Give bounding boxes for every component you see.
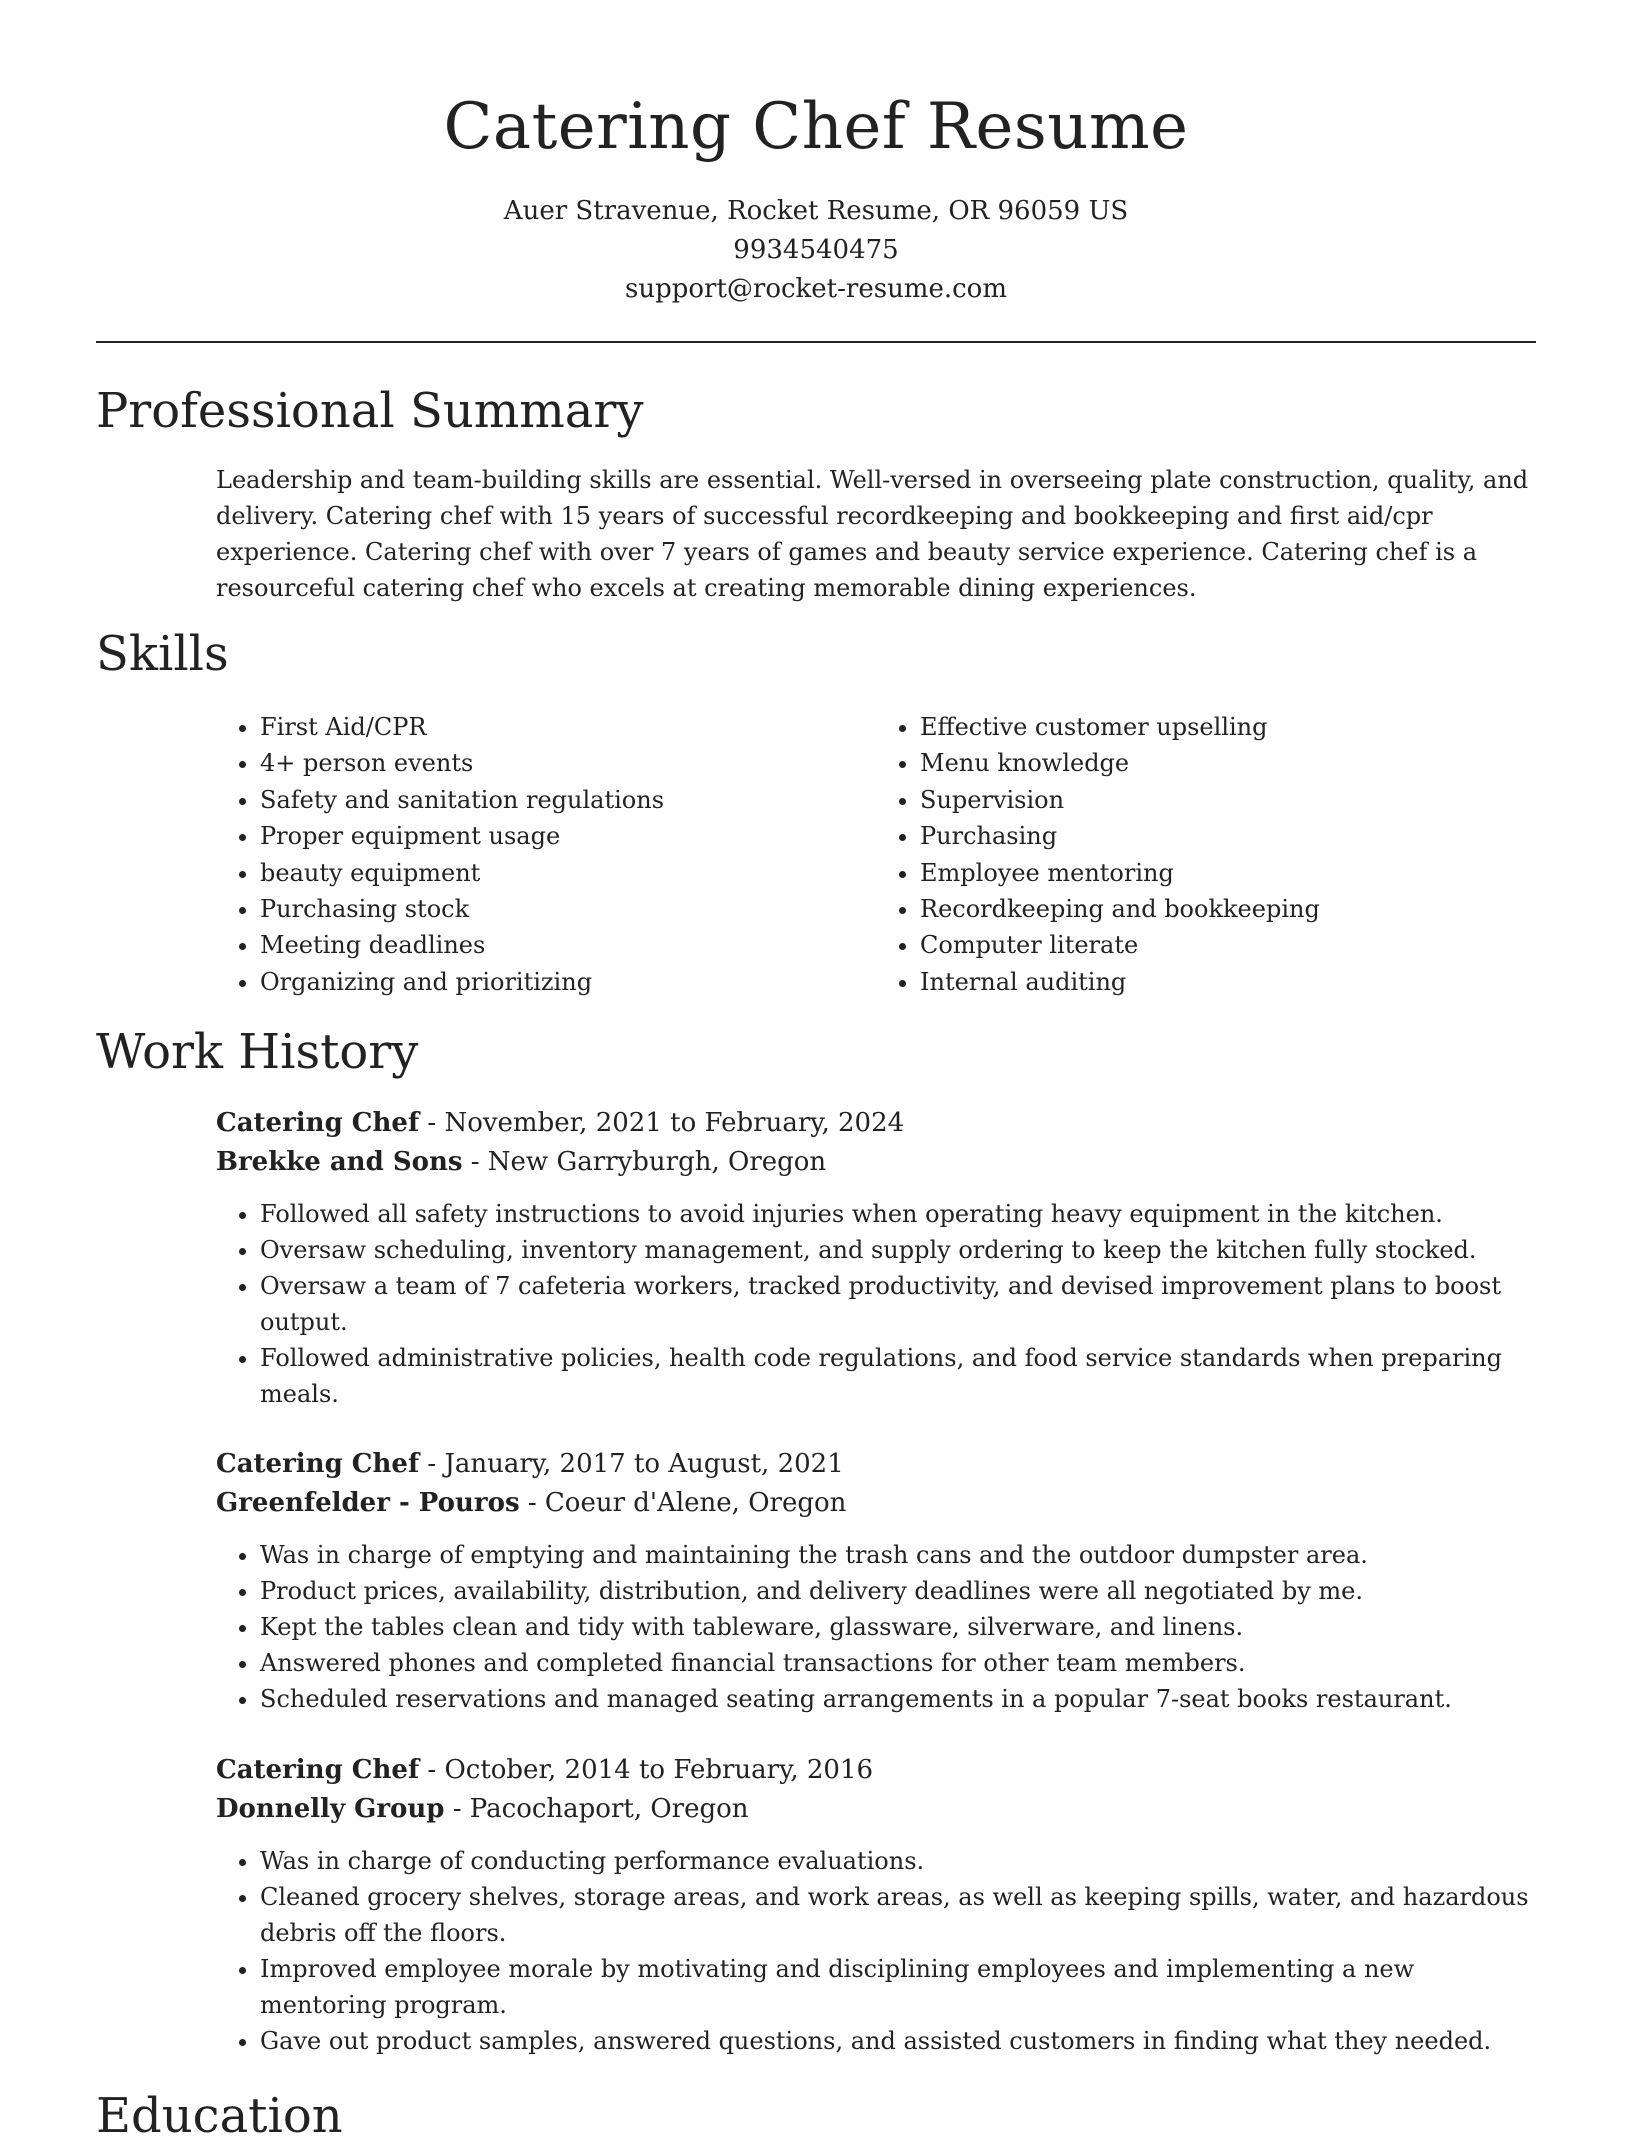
skill-item: • Effective customer upselling [920,709,1536,745]
job-duties [216,1537,1536,1717]
job-dates: - October, 2014 to February, 2016 [419,1755,874,1785]
skills-list-left [216,709,876,1000]
job-duty: • Oversaw scheduling, inventory management, and supply ordering to keep the kitchen fully stocked. [260,1232,1536,1268]
job-duty: • Gave out product samples, answered questions, and assisted customers in finding what they needed. [260,2023,1536,2059]
job-duty: • Answered phones and completed financial transactions for other team members. [260,1645,1536,1681]
job-entry [216,1445,1536,1717]
skill-item: • Purchasing stock [260,891,876,927]
job-duty: • Cleaned grocery shelves, storage areas, and work areas, as well as keeping spills, water, and hazardous debris off the floors. [260,1879,1536,1951]
job-duties [216,1843,1536,2059]
skills-list-right [876,709,1536,1000]
job-company: Brekke and Sons [216,1147,463,1177]
contact-block [0,192,1632,309]
job-location: - Pacochaport, Oregon [444,1794,749,1824]
job-duty: • Oversaw a team of 7 cafeteria workers, tracked productivity, and devised improvement plans to boost output. [260,1268,1536,1340]
education-heading: Education [96,2088,343,2144]
skills-heading: Skills [96,626,229,682]
job-duty: • Followed all safety instructions to avoid injuries when operating heavy equipment in the kitchen. [260,1196,1536,1232]
job-duties [216,1196,1536,1412]
skills-columns [216,709,1536,1000]
skill-item: • Computer literate [920,927,1536,963]
summary-heading: Professional Summary [96,383,644,439]
job-entry [216,1104,1536,1412]
skill-item: • Proper equipment usage [260,818,876,854]
skill-item: • Purchasing [920,818,1536,854]
job-company: Greenfelder - Pouros [216,1488,520,1518]
job-title-line [216,1751,1536,1790]
resume-title: Catering Chef Resume [443,90,1189,164]
skill-item: • Organizing and prioritizing [260,964,876,1000]
job-company-line [216,1143,1536,1182]
job-dates: - January, 2017 to August, 2021 [419,1449,844,1479]
job-title: Catering Chef [216,1755,420,1785]
skill-item: • Employee mentoring [920,855,1536,891]
job-dates: - November, 2021 to February, 2024 [419,1108,905,1138]
header-divider [96,341,1536,343]
job-title: Catering Chef [216,1449,420,1479]
skill-item: • Supervision [920,782,1536,818]
skill-item: • Internal auditing [920,964,1536,1000]
work-history-heading: Work History [96,1024,419,1080]
job-duty: • Was in charge of conducting performance evaluations. [260,1843,1536,1879]
job-entry [216,1751,1536,2059]
job-title-line [216,1104,1536,1143]
job-duty: • Followed administrative policies, health code regulations, and food service standards when preparing meals. [260,1340,1536,1412]
job-duty: • Kept the tables clean and tidy with tableware, glassware, silverware, and linens. [260,1609,1536,1645]
summary-text: Leadership and team-building skills are essential. Well-versed in overseeing plate construction, quality, and delivery. Catering chef with 15 years of successful recordkeeping and bookkeeping and first aid/cpr experience. Catering chef with over 7 years of games and beauty service experience. Catering chef is a resourceful catering chef who excels at creating memorable dining experiences. [216,466,1529,602]
skill-item: • beauty equipment [260,855,876,891]
job-location: - New Garryburgh, Oregon [462,1147,827,1177]
job-location: - Coeur d'Alene, Oregon [519,1488,847,1518]
contact-phone: 9934540475 [733,235,899,265]
job-company-line [216,1484,1536,1523]
job-duty: • Scheduled reservations and managed seating arrangements in a popular 7-seat books restaurant. [260,1681,1536,1717]
job-duty: • Was in charge of emptying and maintaining the trash cans and the outdoor dumpster area. [260,1537,1536,1573]
skill-item: • Menu knowledge [920,745,1536,781]
job-title-line [216,1445,1536,1484]
skill-item: • Recordkeeping and bookkeeping [920,891,1536,927]
contact-address: Auer Stravenue, Rocket Resume, OR 96059 US [503,196,1129,226]
contact-email: support@rocket-resume.com [624,274,1007,304]
job-title: Catering Chef [216,1108,420,1138]
skill-item: • Meeting deadlines [260,927,876,963]
skill-item: • Safety and sanitation regulations [260,782,876,818]
job-duty: • Improved employee morale by motivating and disciplining employees and implementing a new mentoring program. [260,1951,1536,2023]
skill-item: • 4+ person events [260,745,876,781]
job-company-line [216,1790,1536,1829]
resume-header [0,0,1632,309]
skill-item: • First Aid/CPR [260,709,876,745]
job-company: Donnelly Group [216,1794,445,1824]
job-duty: • Product prices, availability, distribution, and delivery deadlines were all negotiated by me. [260,1573,1536,1609]
